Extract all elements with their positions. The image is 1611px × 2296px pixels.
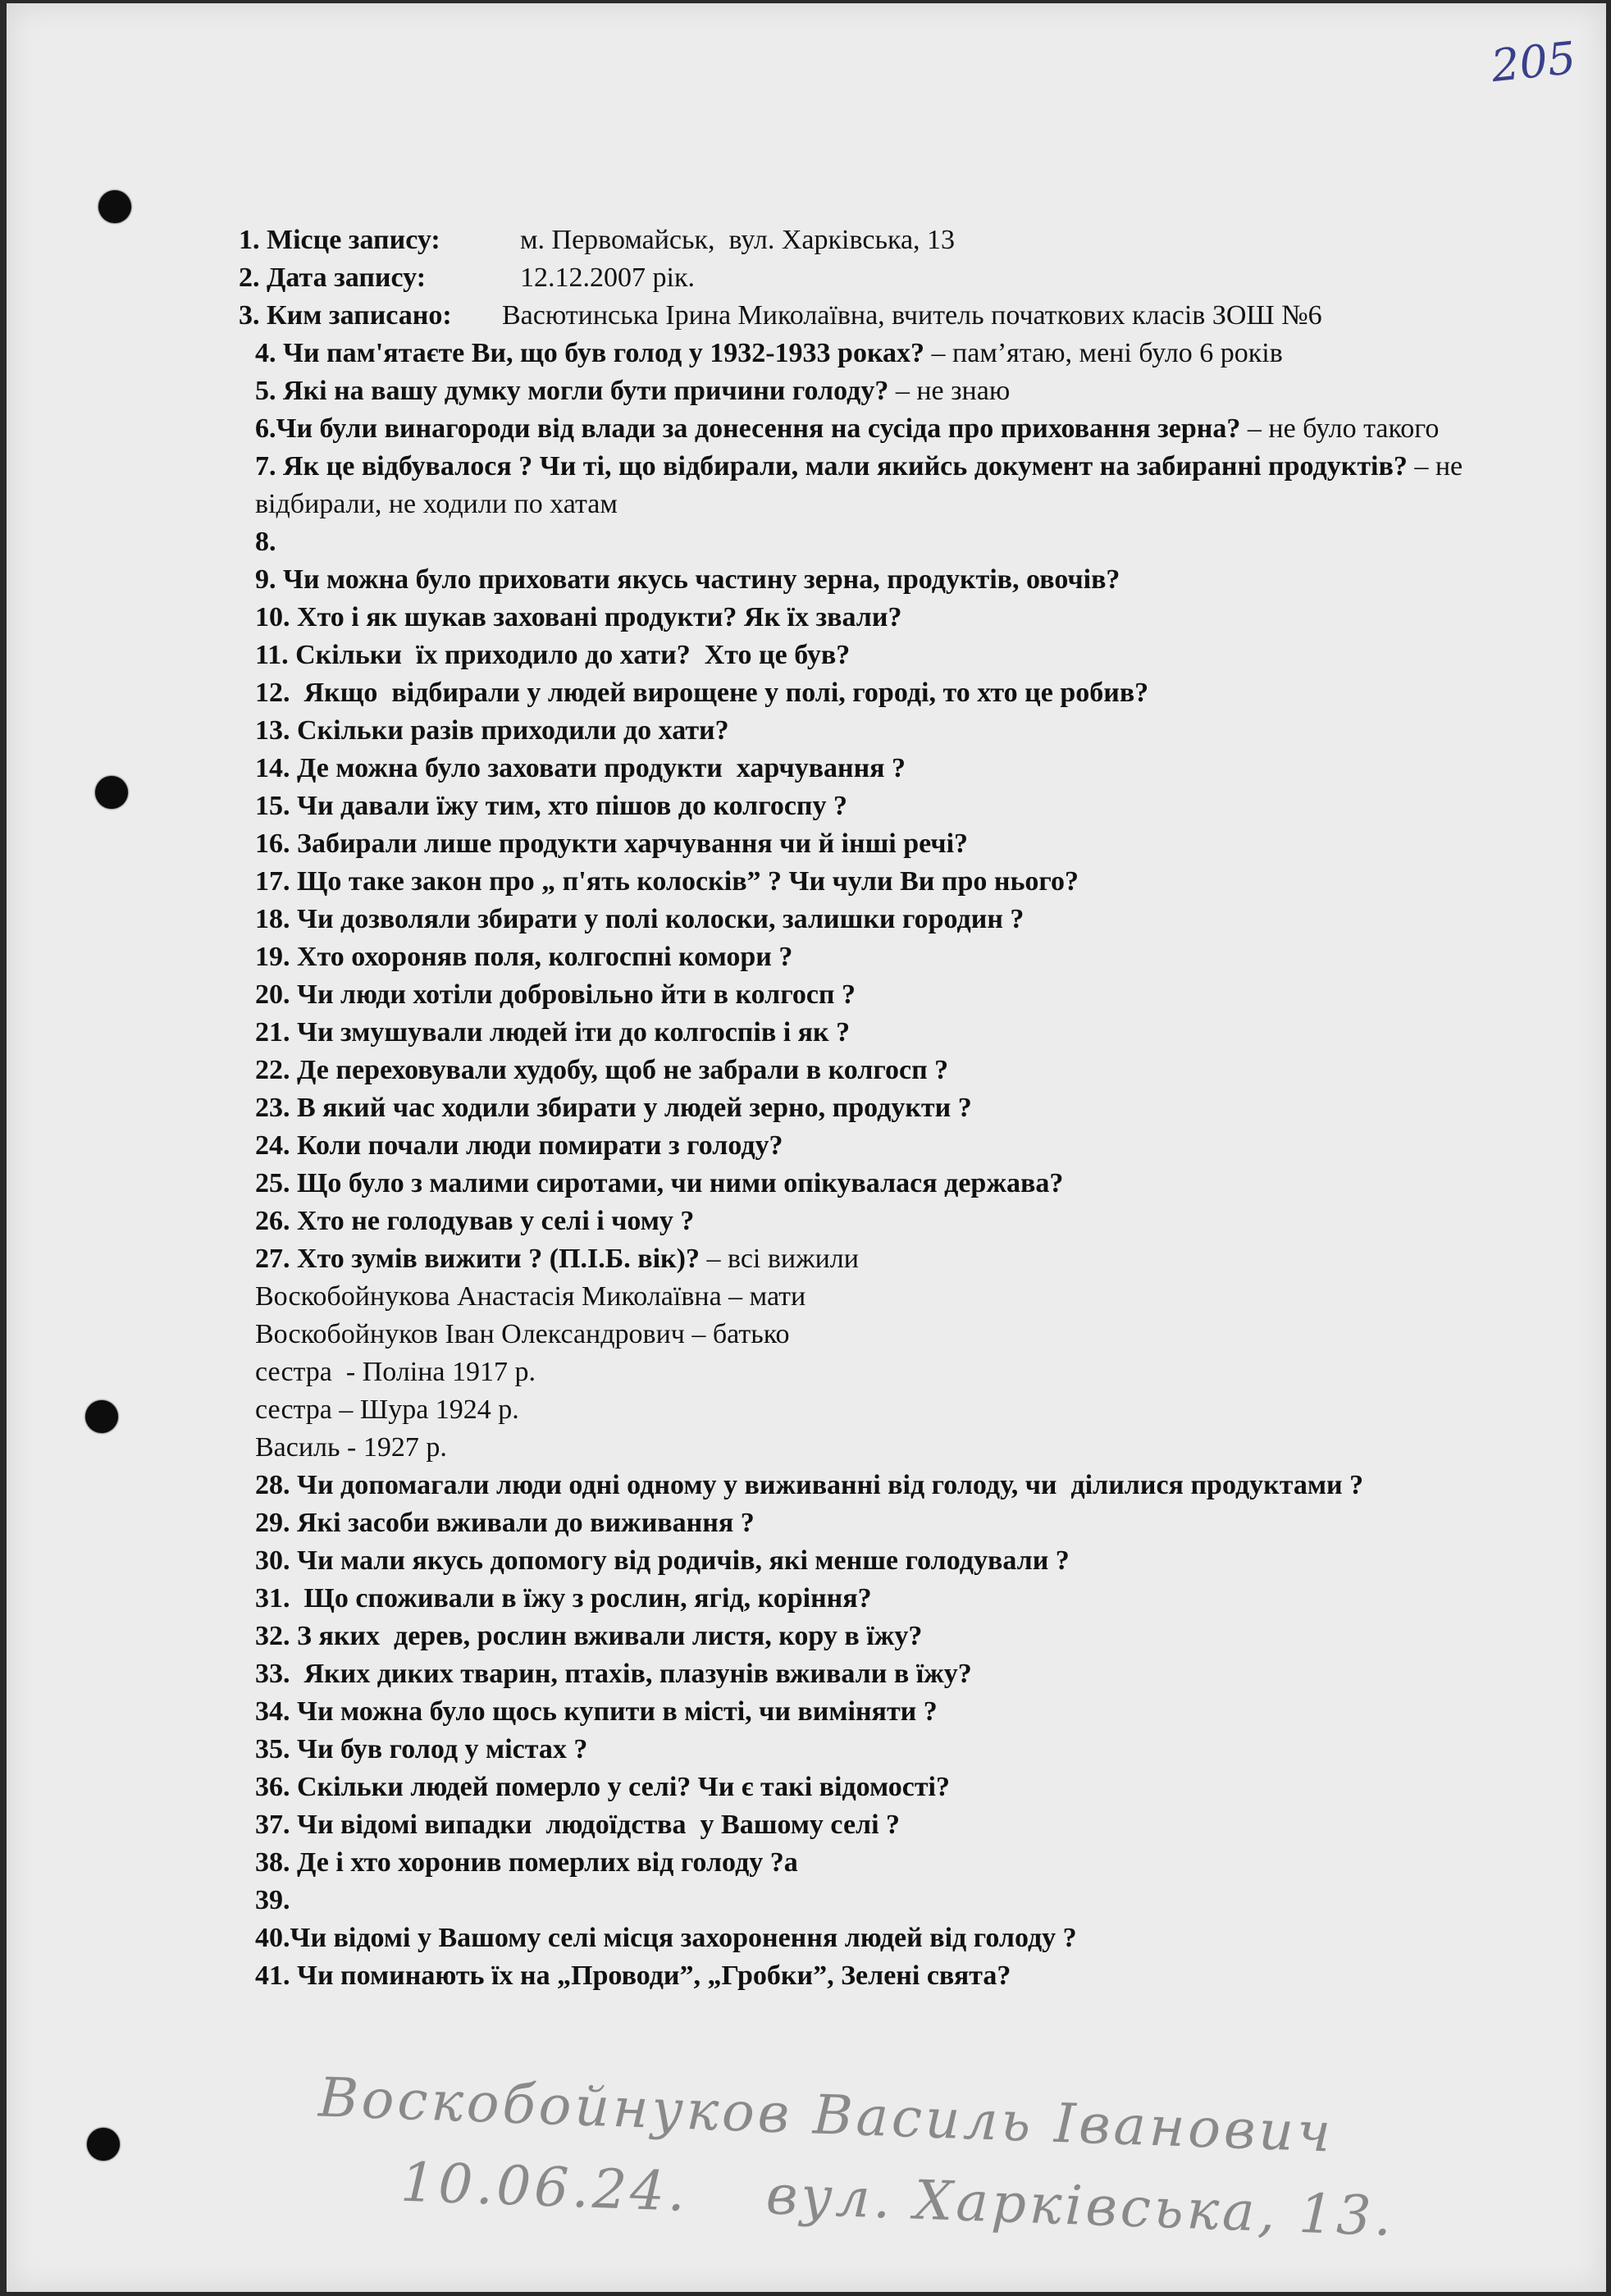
question-text: 25. Що було з малими сиротами, чи ними опікувалася держава? (255, 1168, 1064, 1198)
question-item (239, 523, 1543, 561)
answer-text: – пам’ятаю, мені було 6 років (924, 338, 1283, 368)
punch-hole (85, 1400, 118, 1433)
question-item (239, 1769, 1543, 1806)
question-text: 26. Хто не голодував у селі і чому ? (255, 1206, 695, 1236)
question-item (239, 976, 1543, 1014)
question-item (239, 448, 1543, 523)
question-text: 29. Які засоби вживали до виживання ? (255, 1508, 755, 1538)
header-label: 3. Ким записано: (239, 300, 452, 331)
question-item (239, 825, 1543, 863)
question-item (239, 1693, 1543, 1731)
question-item (239, 1542, 1543, 1580)
question-text: 14. Де можна було заховати продукти харчування ? (255, 753, 906, 783)
question-item (239, 674, 1543, 712)
question-text: 32. З яких дерев, рослин вживали листя, кору в їжу? (255, 1621, 923, 1651)
question-item (239, 1165, 1543, 1203)
question-text: 23. В який час ходили збирати у людей зерно, продукти ? (255, 1093, 972, 1123)
question-item (239, 1731, 1543, 1769)
question-item (239, 1844, 1543, 1882)
question-text: 4. Чи пам'ятаєте Ви, що був голод у 1932-1933 роках? (255, 338, 925, 368)
question-item (239, 1919, 1543, 1957)
survivor-entry: сестра – Шура 1924 р. (255, 1394, 519, 1425)
header-value: м. Первомайськ, вул. Харківська, 13 (520, 225, 956, 255)
question-text: 19. Хто охороняв поля, колгоспні комори ? (255, 942, 793, 972)
question-item (239, 599, 1543, 637)
question-item (239, 750, 1543, 787)
question-list (239, 1467, 1543, 1995)
question-text: 39. (255, 1885, 290, 1915)
question-text: 12. Якщо відбирали у людей вирощене у полі, городі, то хто це робив? (255, 678, 1149, 708)
question-item (239, 1014, 1543, 1052)
question-item (239, 863, 1543, 901)
question-item (239, 1618, 1543, 1655)
handwritten-date: 10.06.24. (399, 2150, 690, 2224)
header-value: Васютинська Ірина Миколаївна, вчитель початкових класів ЗОШ №6 (502, 300, 1322, 331)
question-text: 24. Коли почали люди помирати з голоду? (255, 1130, 783, 1161)
question-item (239, 1655, 1543, 1693)
page-number: 205 (1488, 31, 1579, 93)
survivor-entry: Воскобойнукова Анастасія Миколаївна – мати (255, 1281, 806, 1312)
handwritten-address: вул. Харківська, 13. (764, 2163, 1396, 2248)
answer-text: – не знаю (888, 376, 1011, 406)
question-item (239, 1052, 1543, 1089)
question-text: 30. Чи мали якусь допомогу від родичів, які менше голодували ? (255, 1545, 1070, 1576)
header-row-date (239, 259, 1543, 297)
question-text: 28. Чи допомагали люди одні одному у виживанні від голоду, чи ділилися продуктами ? (255, 1470, 1364, 1500)
handwritten-name: Воскобойнуков Василь Іванович (317, 2065, 1335, 2165)
question-text: 17. Що таке закон про „ п'ять колосків” ? Чи чули Ви про нього? (255, 866, 1079, 897)
question-item (239, 637, 1543, 674)
question-item (239, 1957, 1543, 1995)
question-item (239, 1882, 1543, 1919)
question-item (239, 1127, 1543, 1165)
question-item (239, 938, 1543, 976)
question-text: 37. Чи відомі випадки людоїдства у Вашому селі ? (255, 1810, 901, 1840)
survivor-entry: сестра - Поліна 1917 р. (255, 1357, 536, 1387)
answer-text: – не відбирали, не ходили по хатам (255, 451, 1470, 519)
question-text: 21. Чи змушували людей іти до колгоспів і як ? (255, 1017, 851, 1048)
question-item (239, 1240, 1543, 1278)
question-text: 6.Чи були винагороди від влади за донесення на сусіда про приховання зерна? (255, 413, 1241, 444)
answer-text: – не було такого (1240, 413, 1440, 444)
question-text: 7. Як це відбувалося ? Чи ті, що відбирали, мали якийсь документ на забиранні продуктів? (255, 451, 1408, 482)
question-text: 27. Хто зумів вижити ? (П.І.Б. вік)? (255, 1244, 700, 1274)
question-text: 15. Чи давали їжу тим, хто пішов до колгоспу ? (255, 791, 848, 821)
survivor-list (239, 1278, 1543, 1467)
question-item (239, 1203, 1543, 1240)
question-item (239, 410, 1543, 448)
header-row-place (239, 221, 1543, 259)
question-text: 35. Чи був голод у містах ? (255, 1734, 588, 1764)
document-page (7, 3, 1606, 2292)
question-item (239, 1806, 1543, 1844)
question-text: 38. Де і хто хоронив померлих від голоду ?а (255, 1847, 798, 1878)
punch-hole (95, 776, 128, 809)
question-text: 8. (255, 527, 276, 557)
question-text: 40.Чи відомі у Вашому селі місця захоронення людей від голоду ? (255, 1923, 1077, 1953)
question-item (239, 712, 1543, 750)
question-text: 20. Чи люди хотіли добровільно йти в колгосп ? (255, 979, 856, 1010)
question-text: 5. Які на вашу думку могли бути причини голоду? (255, 376, 889, 406)
answer-text: – всі вижили (699, 1244, 859, 1274)
question-item (239, 335, 1543, 372)
question-item (239, 1089, 1543, 1127)
question-item (239, 1504, 1543, 1542)
question-item (239, 561, 1543, 599)
question-text: 33. Яких диких тварин, птахів, плазунів вживали в їжу? (255, 1659, 972, 1689)
survivor-entry: Воскобойнуков Іван Олександрович – батько (255, 1319, 790, 1349)
header-row-recorder (239, 297, 1543, 335)
question-item (239, 1467, 1543, 1504)
question-item (239, 901, 1543, 938)
questionnaire (239, 221, 1543, 1995)
punch-hole (87, 2128, 120, 2161)
header-label: 1. Місце запису: (239, 225, 440, 255)
question-text: 9. Чи можна було приховати якусь частину зерна, продуктів, овочів? (255, 564, 1120, 595)
question-item (239, 1580, 1543, 1618)
question-list (239, 335, 1543, 1278)
question-item (239, 372, 1543, 410)
question-text: 13. Скільки разів приходили до хати? (255, 715, 729, 746)
header-value: 12.12.2007 рік. (520, 262, 695, 293)
question-text: 11. Скільки їх приходило до хати? Хто це був? (255, 640, 851, 670)
question-text: 10. Хто і як шукав заховані продукти? Як їх звали? (255, 602, 902, 632)
question-text: 34. Чи можна було щось купити в місті, чи виміняти ? (255, 1696, 938, 1727)
question-text: 16. Забирали лише продукти харчування чи й інші речі? (255, 828, 969, 859)
survivor-entry: Василь - 1927 р. (255, 1432, 447, 1463)
handwritten-date-address (399, 2151, 1454, 2251)
question-text: 31. Що споживали в їжу з рослин, ягід, коріння? (255, 1583, 872, 1614)
question-item (239, 787, 1543, 825)
question-text: 22. Де переховували худобу, щоб не забрали в колгосп ? (255, 1055, 949, 1085)
question-text: 41. Чи поминають їх на „Проводи”, „Гробки”, Зелені свята? (255, 1961, 1011, 1991)
header-label: 2. Дата запису: (239, 262, 427, 293)
question-text: 18. Чи дозволяли збирати у полі колоски, залишки городин ? (255, 904, 1025, 934)
punch-hole (98, 190, 131, 223)
question-text: 36. Скільки людей померло у селі? Чи є такі відомості? (255, 1772, 950, 1802)
